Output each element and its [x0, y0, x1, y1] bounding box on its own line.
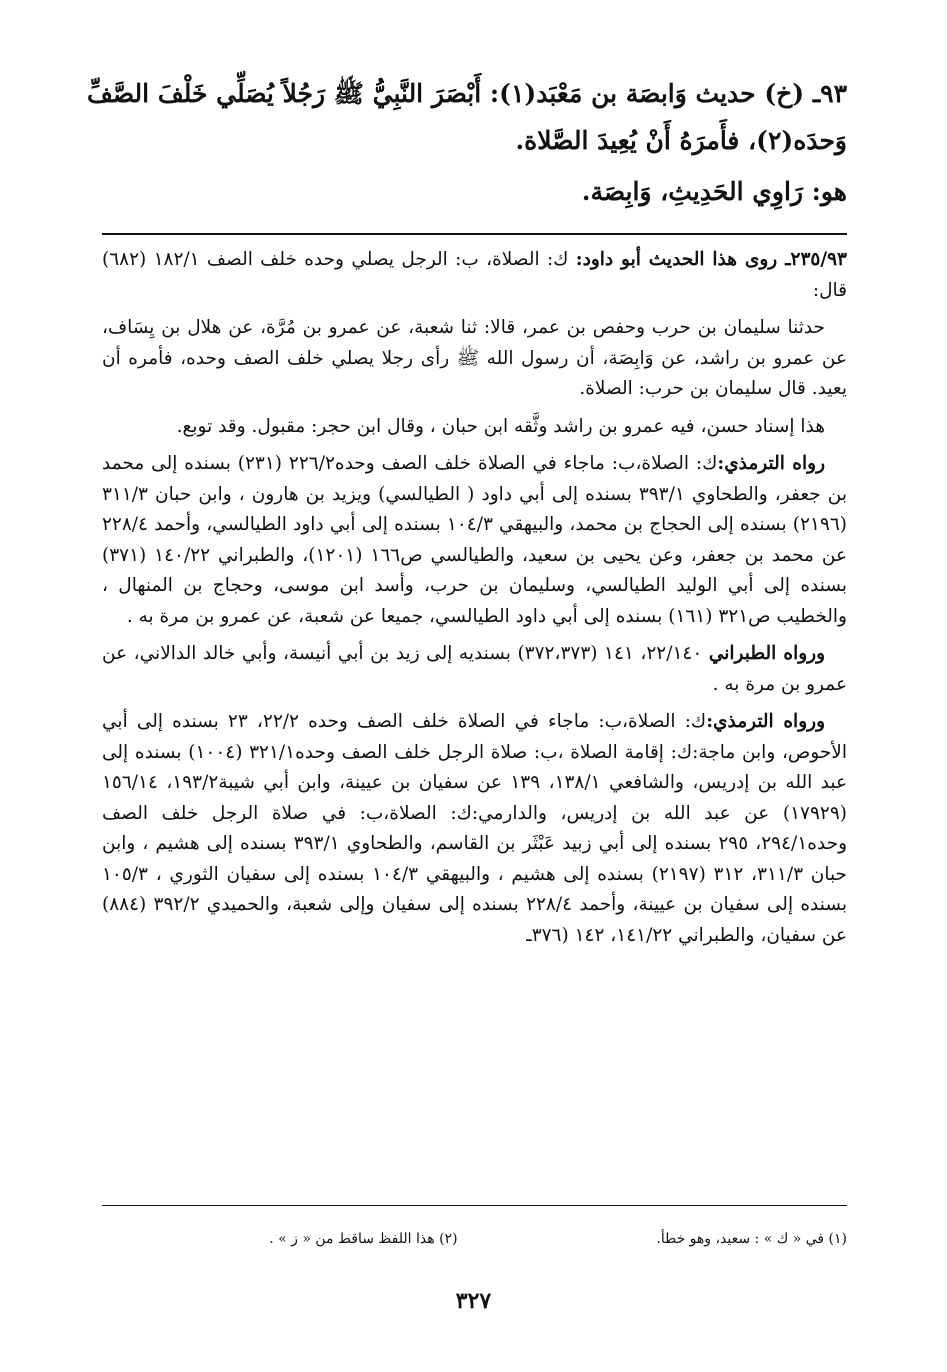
- paragraph-text: ك: الصلاة،ب: ماجاء في الصلاة خلف الصف وحده٢٢٦/٢ (٢٣١) بسنده إلى محمد بن جعفر، والطحاوي ٣٩٣/١ بسنده إلى أبي داود ( الطيالسي) ويزيد بن هارون ، وابن حبان ٣١١/٣ (٢١٩٦) بسنده إلى الحجاج بن محمد، والبيهقي ١٠٤/٣ بسنده إلى أبي داود الطيالسي، وأحمد ٢٢٨/٤ عن محمد بن جعفر، وعن يحيى بن سعيد، والطيالسي ص١٦٦ (١٢٠١)، والطبراني ١٤٠/٢٢ (٣٧١) بسنده إلى أبي الوليد الطيالسي، وسليمان بن حرب، وأسد ابن موسى، وحجاج بن المنهال ، والخطيب ص٣٢١ (١٦١) بسنده إلى أبي داود الطيالسي، جميعا عن شعبة، عن عمرو بن مرة به .: [102, 453, 847, 627]
- paragraph-text: ٢٢/١٤٠، ١٤١ (٣٧٢،٣٧٣) بسنديه إلى زيد بن أبي أنيسة، وأبي خالد الدالاني، عن عمرو بن مرة به .: [102, 643, 847, 695]
- paragraph-5: [102, 639, 847, 700]
- paragraph-3: [102, 412, 847, 443]
- narrator-line: هو: رَاوِي الحَدِيثِ، وَابِصَة.: [581, 177, 847, 206]
- hadith-text: ٩٣ـ (خ) حديث وَابصَة بن مَعْبَد(١): أَبْصَرَ النَّبِيُّ ﷺ رَجُلاً يُصَلِّي خَلْفَ الصَّفِّ وَحدَه(٢)، فأَمرَهُ أَنْ يُعِيدَ الصَّلاة.: [87, 79, 847, 155]
- paragraph-lead: ٢٣٥/٩٣ـ روى هذا الحديث أبو داود:: [575, 249, 847, 270]
- paragraph-lead: ورواه الترمذي:: [706, 711, 826, 732]
- section-divider: [102, 233, 847, 235]
- footnote-2: (٢) هذا اللفظ ساقط من « ز » .: [269, 1231, 458, 1247]
- paragraph-text: حدثنا سليمان بن حرب وحفص بن عمر، قالا: ثنا شعبة، عن عمرو بن مُرَّة، عن هلال بن يِسَاف، عن عمرو بن راشد، عن وَابِصَة، أن رسول الله ﷺ رأى رجلا يصلي خلف الصف وحده، فأمره أن يعيد. قال سليمان بن حرب: الصلاة.: [102, 317, 847, 399]
- paragraph-1: [102, 245, 847, 306]
- paragraph-text: هذا إسناد حسن، فيه عمرو بن راشد وثَّقه ابن حبان ، وقال ابن حجر: مقبول. وقد توبع.: [176, 415, 825, 437]
- paragraph-6: [102, 707, 847, 951]
- commentary-body: [102, 245, 847, 958]
- paragraph-2: [102, 313, 847, 405]
- page-number: ٣٢٧: [455, 1288, 492, 1314]
- paragraph-text: ك: الصلاة، ب: الرجل يصلي وحده خلف الصف ١٨٢/١ (٦٨٢) قال:: [102, 249, 847, 301]
- paragraph-lead: ورواه الطبراني: [708, 643, 826, 664]
- footnote-divider: [102, 1205, 847, 1206]
- hadith-header: [87, 70, 847, 215]
- paragraph-lead: رواه الترمذي:: [717, 453, 826, 474]
- paragraph-text: ك: الصلاة،ب: ماجاء في الصلاة خلف الصف وحده ٢٢/٢، ٢٣ بسنده إلى أبي الأحوص، وابن ماجة:ك: إقامة الصلاة ،ب: صلاة الرجل خلف الصف وحده٣٢١/١ (١٠٠٤) بسنده إلى عبد الله بن إدريس، والشافعي ١٣٨/١، ١٣٩ عن سفيان بن عيينة، وابن أبي شيبة١٩٣/٢، ١٥٦/١٤ (١٧٩٢٩) عن عبد الله بن إدريس، والدارمي:ك: الصلاة،ب: في صلاة الرجل خلف الصف وحده٢٩٤/١، ٢٩٥ بسنده إلى أبي زبيد عَبْثَر بن القاسم، والطحاوي ٣٩٣/١ بسنده إلى هشيم ، وابن حبان ٣١١/٣، ٣١٢ (٢١٩٧) بسنده إلى هشيم ، والبيهقي ١٠٤/٣ بسنده إلى سفيان الثوري ، ١٠٥/٣ بسنده إلى سفيان بن عيينة، وأحمد ٢٢٨/٤ بسنده إلى سفيان وإلى شعبة، والحميدي ٣٩٢/٢ (٨٨٤) عن سفيان، والطبراني ١٤١/٢٢، ١٤٢ (٣٧٦ـ: [102, 711, 848, 946]
- footnotes: [102, 1228, 847, 1250]
- footnote-1: (١) في « ك » : سعيد، وهو خطأ.: [656, 1231, 847, 1247]
- paragraph-4: [102, 449, 847, 632]
